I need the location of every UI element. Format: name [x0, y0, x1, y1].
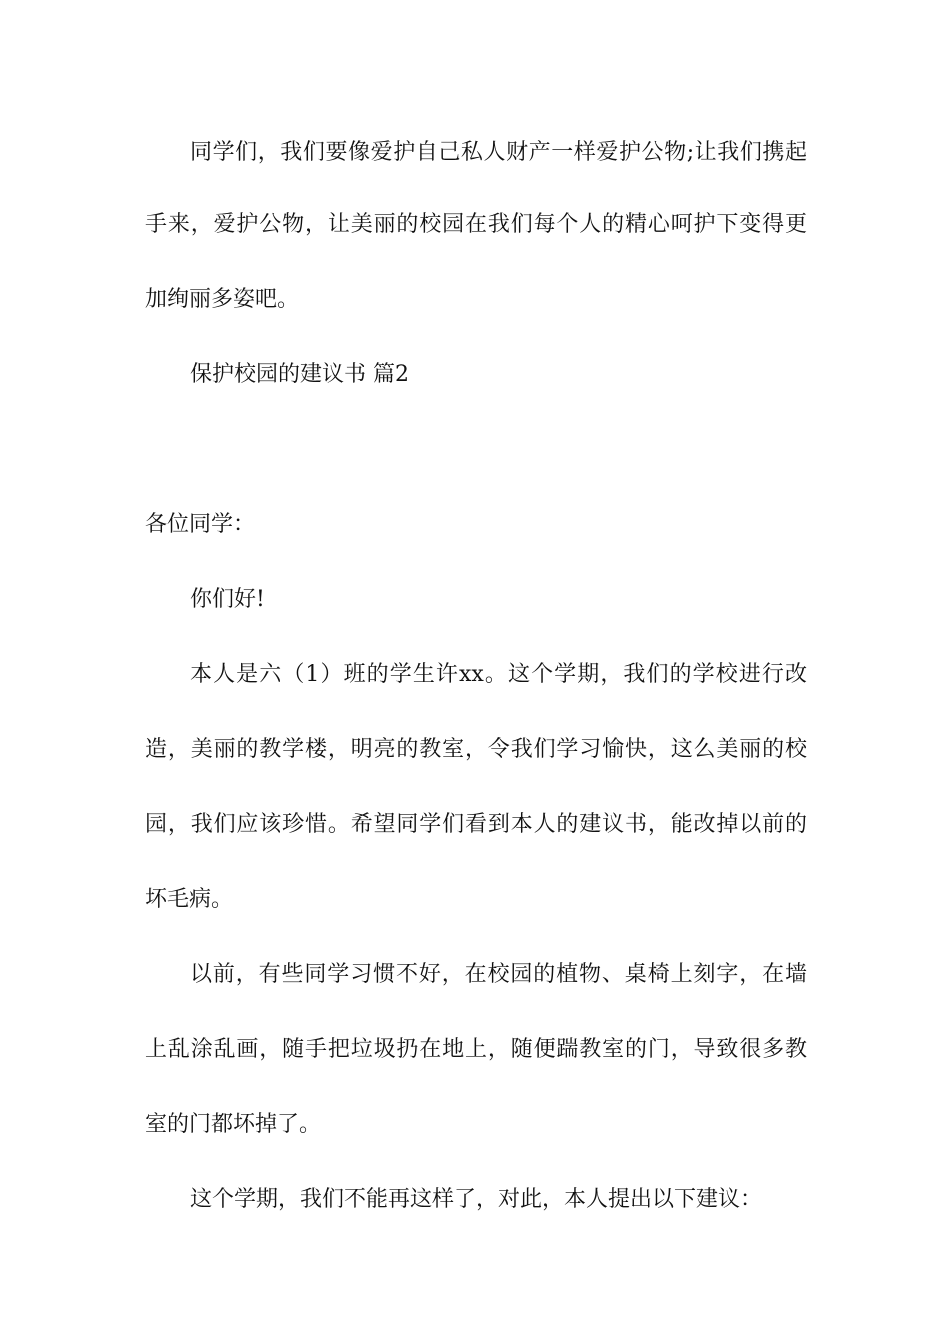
paragraph-line: 这个学期，我们不能再这样了，对此，本人提出以下建议：	[190, 1187, 763, 1212]
paragraph-line: 以前，有些同学习惯不好，在校园的植物、桌椅上刻字，在墙	[190, 962, 807, 987]
paragraph-line: 室的门都坏掉了。	[145, 1112, 322, 1137]
paragraph-line: 同学们，我们要像爱护自己私人财产一样爱护公物;让我们携起	[190, 140, 807, 165]
salutation: 各位同学：	[145, 512, 256, 537]
paragraph-line: 加绚丽多姿吧。	[145, 287, 300, 312]
paragraph-line: 造，美丽的教学楼，明亮的教室，令我们学习愉快，这么美丽的校	[145, 737, 807, 762]
paragraph-line: 园，我们应该珍惜。希望同学们看到本人的建议书，能改掉以前的	[145, 812, 807, 837]
paragraph-line: 本人是六（1）班的学生许xx。这个学期，我们的学校进行改	[190, 662, 807, 687]
greeting: 你们好!	[190, 587, 265, 612]
paragraph-line: 上乱涂乱画，随手把垃圾扔在地上，随便踹教室的门，导致很多教	[145, 1037, 807, 1062]
paragraph-line: 坏毛病。	[145, 887, 234, 912]
paragraph-line: 手来，爱护公物，让美丽的校园在我们每个人的精心呵护下变得更	[145, 212, 807, 237]
section-heading: 保护校园的建议书 篇2	[190, 362, 409, 387]
